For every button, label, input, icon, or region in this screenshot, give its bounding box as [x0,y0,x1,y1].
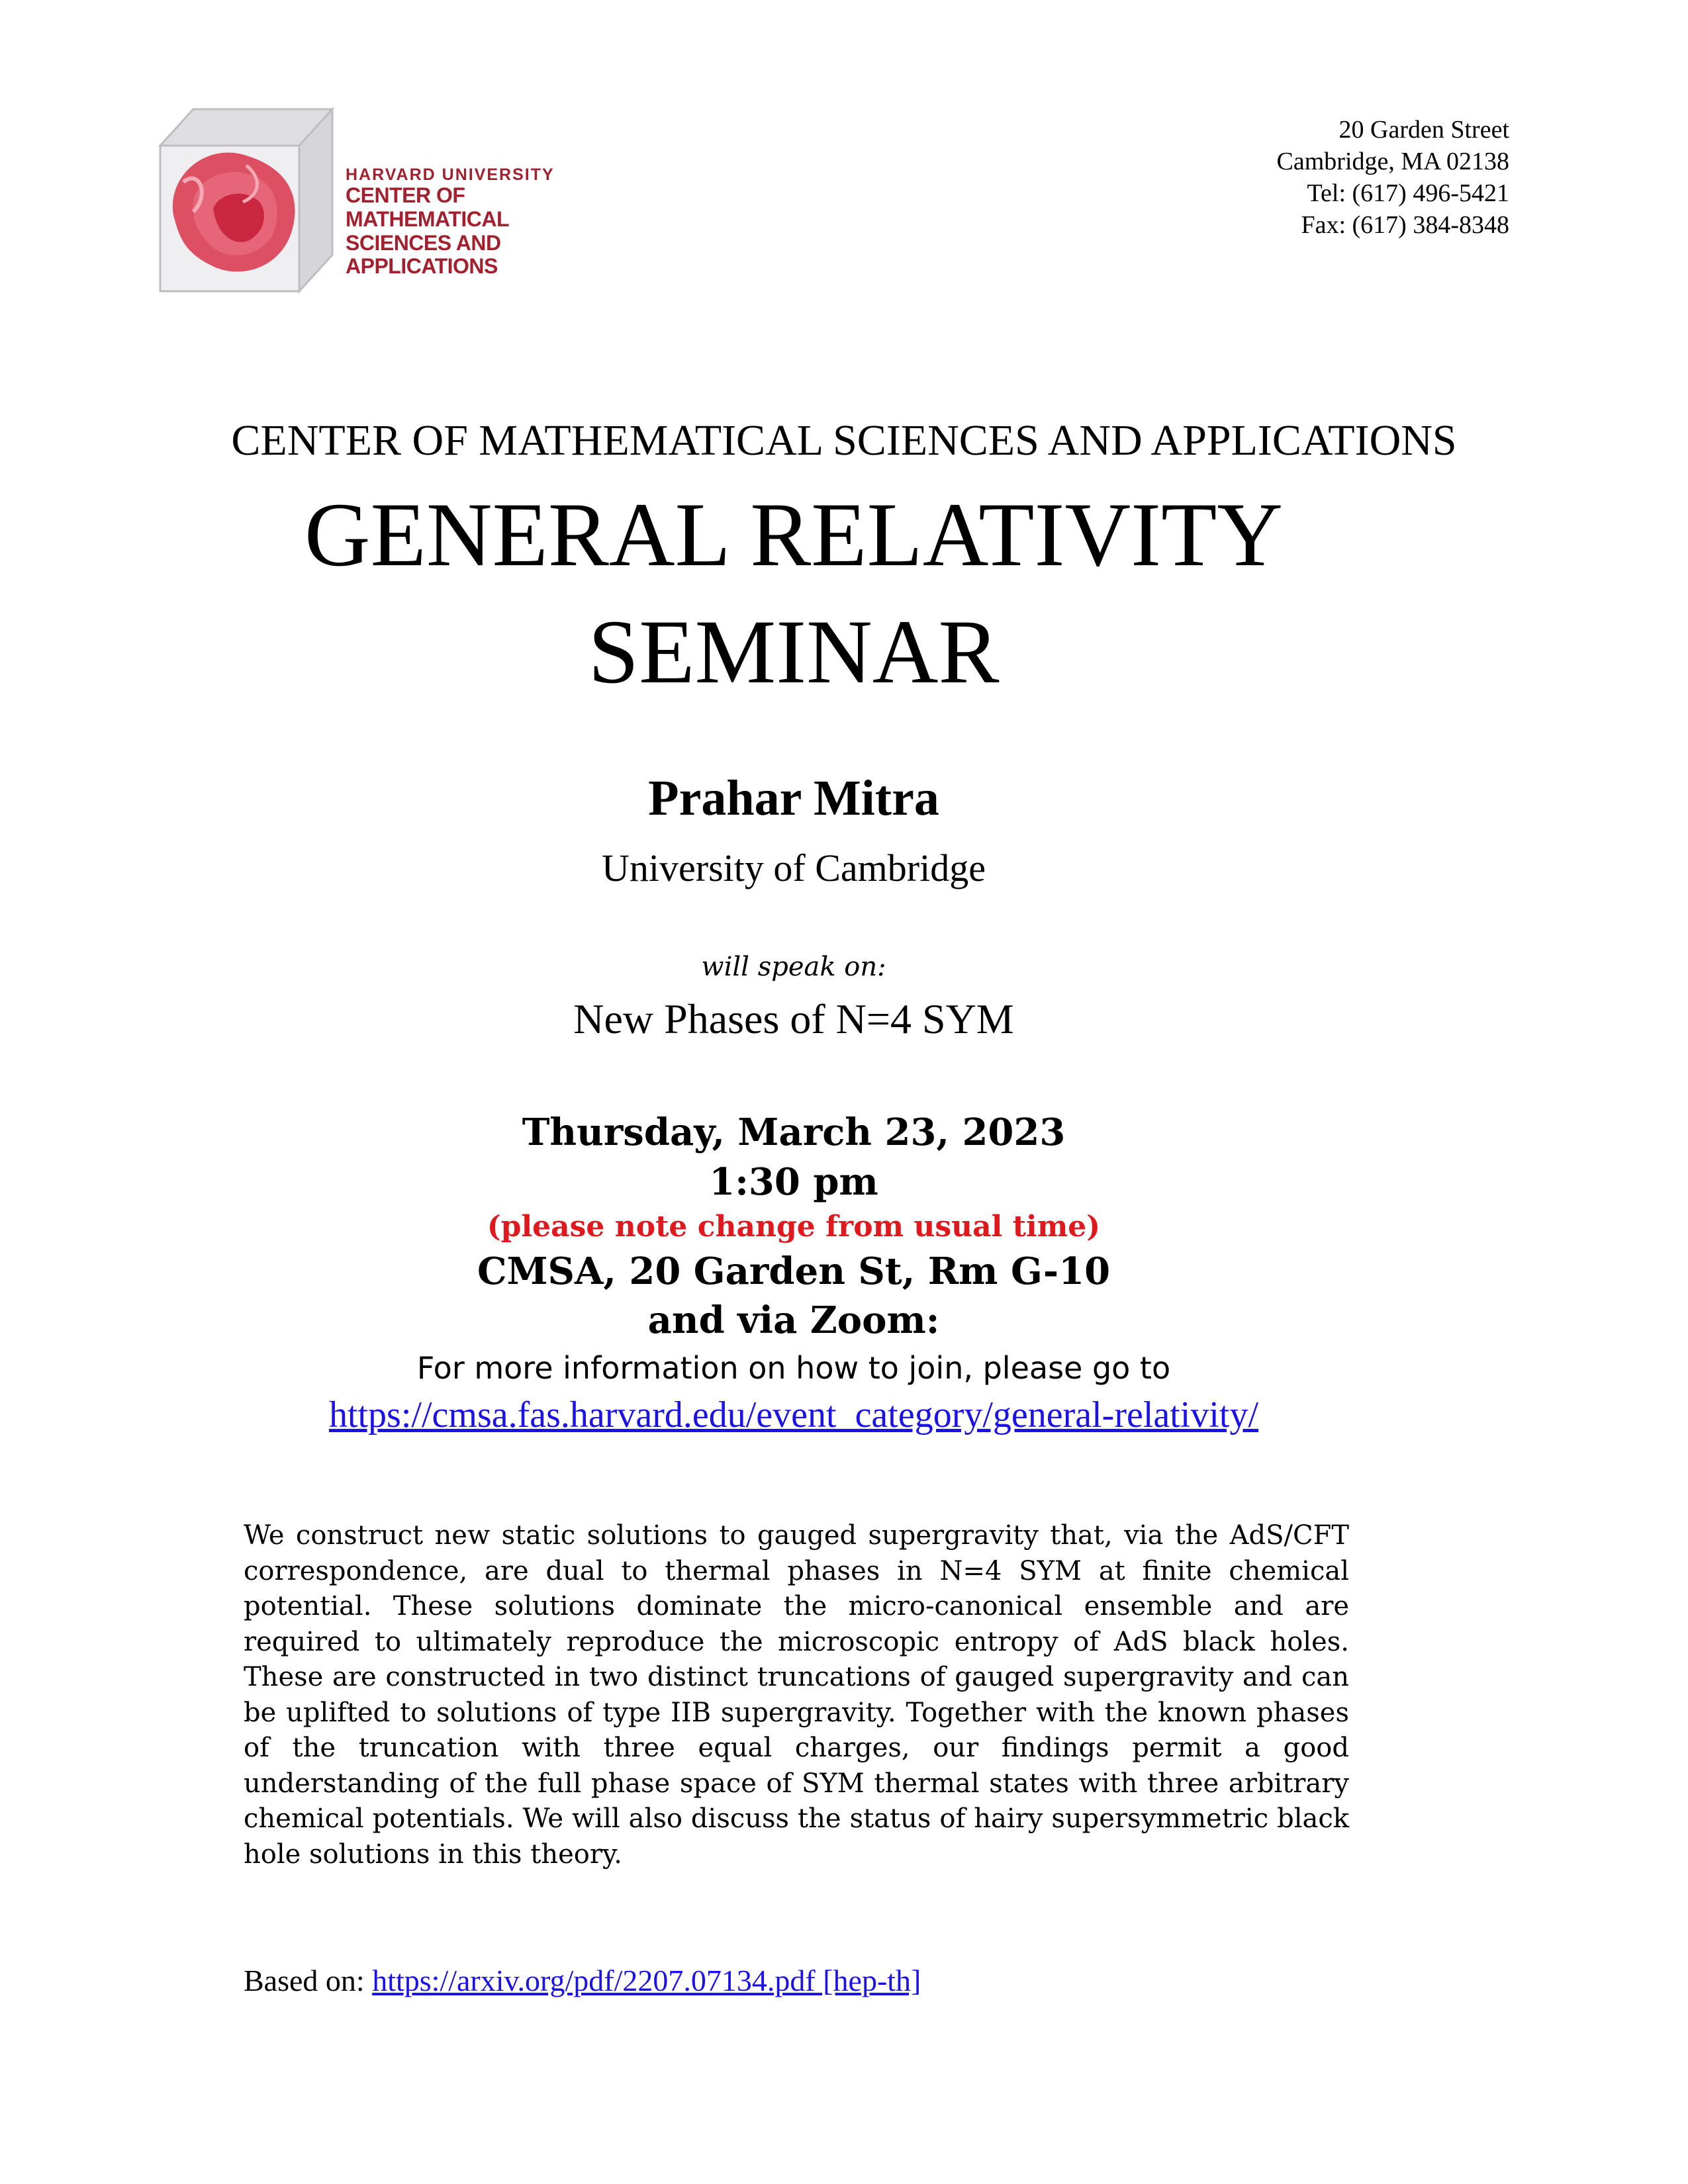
talk-title: New Phases of N=4 SYM [573,995,1014,1042]
more-info-text: For more information on how to join, please go to [416,1350,1171,1386]
speaker-name: Prahar Mitra [648,770,939,826]
event-venue: CMSA, 20 Garden St, Rm G-10 [477,1250,1111,1293]
based-on-label: Based on: [244,1964,373,1997]
address-block [1277,114,1509,241]
org-heading: CENTER OF MATHEMATICAL SCIENCES AND APPLICATIONS [231,416,1457,465]
address-street: 20 Garden Street [1338,116,1509,144]
address-fax: Fax: (617) 384-8348 [1301,211,1509,239]
event-url-line [0,1394,1638,1436]
event-category-link[interactable]: https://cmsa.fas.harvard.edu/event_category/general-relativity/ [328,1394,1259,1435]
will-speak-label: will speak on: [701,952,886,982]
speaker-affiliation: University of Cambridge [602,846,986,889]
address-city: Cambridge, MA 02138 [1276,148,1509,175]
time-change-note: (please note change from usual time) [487,1210,1101,1244]
logo-line-1: HARVARD UNIVERSITY [346,165,555,184]
zoom-label: and via Zoom: [647,1298,940,1342]
arxiv-link[interactable]: https://arxiv.org/pdf/2207.07134.pdf [hep-th] [372,1964,921,1997]
address-tel: Tel: (617) 496-5421 [1307,179,1509,207]
logo-line-2: CENTER OF MATHEMATICAL [346,183,509,231]
event-date: Thursday, March 23, 2023 [522,1111,1066,1154]
seminar-title-line-2: SEMINAR [588,601,1000,702]
based-on-line [244,1963,921,1998]
seminar-title-line-1: GENERAL RELATIVITY [304,484,1284,585]
logo-wordmark [346,165,604,279]
cmsa-logo [147,103,604,295]
logo-line-3: SCIENCES AND APPLICATIONS [346,230,501,279]
event-time: 1:30 pm [709,1160,878,1204]
abstract-paragraph: We construct new static solutions to gauged supergravity that, via the AdS/CFT correspondence, are dual to thermal phases in N=4 SYM at finite chemical potential. These solutions dominate the micro-canonical ensemble and are required to ultimately reproduce the microscopic entropy of AdS black holes. These are constructed in two distinct truncations of gauged supergravity and can be uplifted to solutions of type IIB supergravity. Together with the known phases of the truncation with three equal charges, our findings permit a good understanding of the full phase space of SYM thermal states with three arbitrary chemical potentials. We will also discuss the status of hairy supersymmetric black hole solutions in this theory. [244,1520,1349,1870]
cube-sphere-logo-icon [147,103,339,295]
